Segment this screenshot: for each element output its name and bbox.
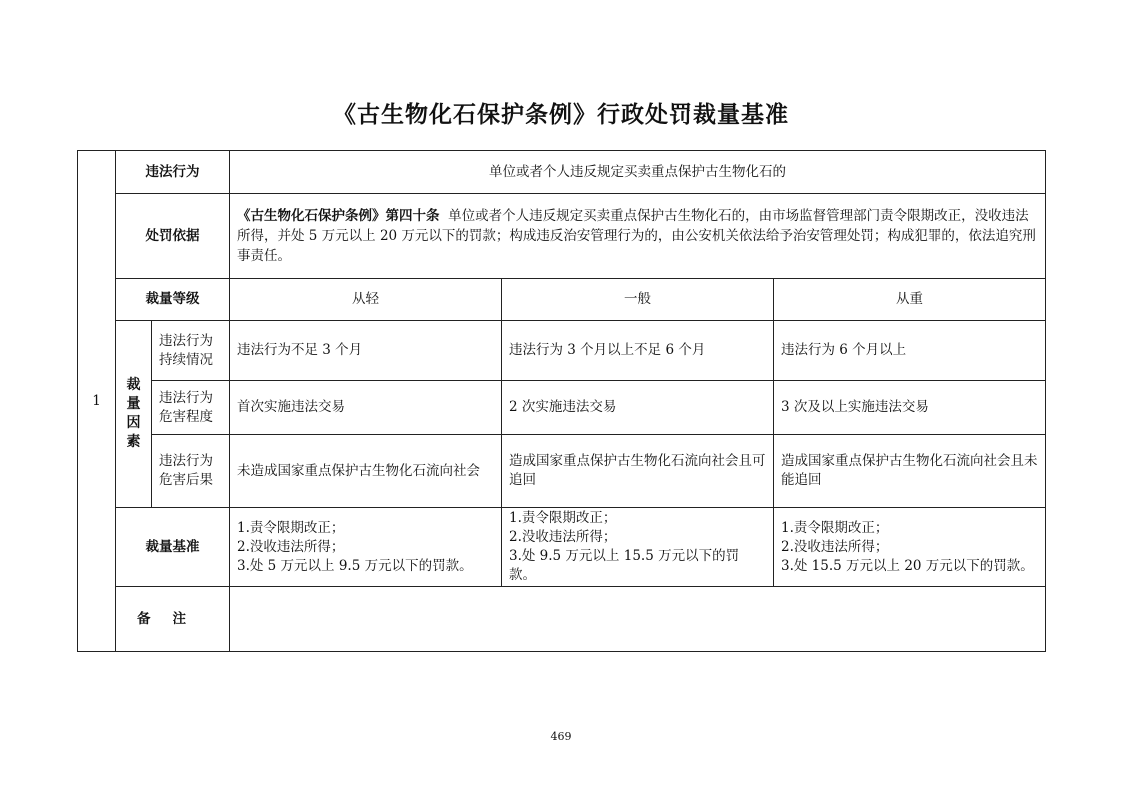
basis-cell <box>230 194 1046 279</box>
standard-line: 3.处 15.5 万元以上 20 万元以下的罚款。 <box>781 557 1034 574</box>
remarks-value <box>230 587 1046 652</box>
factor-label <box>152 321 230 381</box>
factor-light: 未造成国家重点保护古生物化石流向社会 <box>230 435 502 508</box>
basis-label: 处罚依据 <box>116 194 230 279</box>
remarks-label: 备注 <box>116 587 230 652</box>
factor-light: 首次实施违法交易 <box>230 381 502 435</box>
violation-label: 违法行为 <box>116 151 230 194</box>
page-number: 469 <box>550 730 572 743</box>
standard-line: 3.处 9.5 万元以上 15.5 万元以下的罚款。 <box>509 548 740 583</box>
basis-text: 单位或者个人违反规定买卖重点保护古生物化石的，由市场监督管理部门责令限期改正，没收违法所得，并处 5 万元以上 20 万元以下的罚款；构成违反治安管理行为的，由公安机关依法给予治安管理处罚；构成犯罪的，依法追究刑事责任。 <box>237 208 1036 264</box>
violation-value: 单位或者个人违反规定买卖重点保护古生物化石的 <box>230 151 1046 194</box>
standard-normal <box>502 508 774 587</box>
factor-heavy: 3 次及以上实施违法交易 <box>774 381 1046 435</box>
factor-normal: 2 次实施违法交易 <box>502 381 774 435</box>
factor-label-line: 危害程度 <box>159 408 213 425</box>
factor-label-line: 违法行为 <box>159 332 213 349</box>
penalty-table <box>77 150 1046 652</box>
standard-line: 1.责令限期改正； <box>781 519 889 536</box>
row-basis <box>78 194 1046 279</box>
standard-line: 2.没收违法所得； <box>781 538 889 555</box>
factor-label-line: 危害后果 <box>159 472 213 488</box>
row-violation <box>78 151 1046 194</box>
factor-heavy: 造成国家重点保护古生物化石流向社会且未能追回 <box>774 435 1046 508</box>
factor-heavy: 违法行为 6 个月以上 <box>774 321 1046 381</box>
levels-label: 裁量等级 <box>116 279 230 321</box>
standard-line: 1.责令限期改正； <box>509 510 617 526</box>
factor-row <box>78 435 1046 508</box>
factors-title-char: 裁 <box>126 377 141 393</box>
row-standard <box>78 508 1046 587</box>
factor-normal: 造成国家重点保护古生物化石流向社会且可追回 <box>502 435 774 508</box>
row-remarks <box>78 587 1046 652</box>
standard-light <box>230 508 502 587</box>
factors-title-char: 因 <box>126 415 141 431</box>
basis-article: 《古生物化石保护条例》第四十条 <box>237 208 440 224</box>
factor-row <box>78 381 1046 435</box>
factors-title-char: 素 <box>126 434 141 450</box>
level-heavy: 从重 <box>774 279 1046 321</box>
standard-line: 3.处 5 万元以上 9.5 万元以下的罚款。 <box>237 557 473 574</box>
level-light: 从轻 <box>230 279 502 321</box>
factors-title-char: 量 <box>126 396 141 412</box>
factor-label-line: 持续情况 <box>159 351 213 368</box>
standard-line: 2.没收违法所得； <box>509 529 617 545</box>
factor-normal: 违法行为 3 个月以上不足 6 个月 <box>502 321 774 381</box>
row-number: 1 <box>78 151 116 652</box>
standard-line: 1.责令限期改正； <box>237 519 345 536</box>
standard-heavy <box>774 508 1046 587</box>
row-levels <box>78 279 1046 321</box>
factor-light: 违法行为不足 3 个月 <box>230 321 502 381</box>
factors-title <box>116 321 152 508</box>
factor-label <box>152 381 230 435</box>
factor-label-line: 违法行为 <box>159 389 213 406</box>
standard-line: 2.没收违法所得； <box>237 538 345 555</box>
factor-label <box>152 435 230 508</box>
page-title: 《古生物化石保护条例》行政处罚裁量基准 <box>333 101 789 128</box>
factor-row <box>78 321 1046 381</box>
level-normal: 一般 <box>502 279 774 321</box>
factor-label-line: 违法行为 <box>159 453 213 469</box>
standard-label: 裁量基准 <box>116 508 230 587</box>
